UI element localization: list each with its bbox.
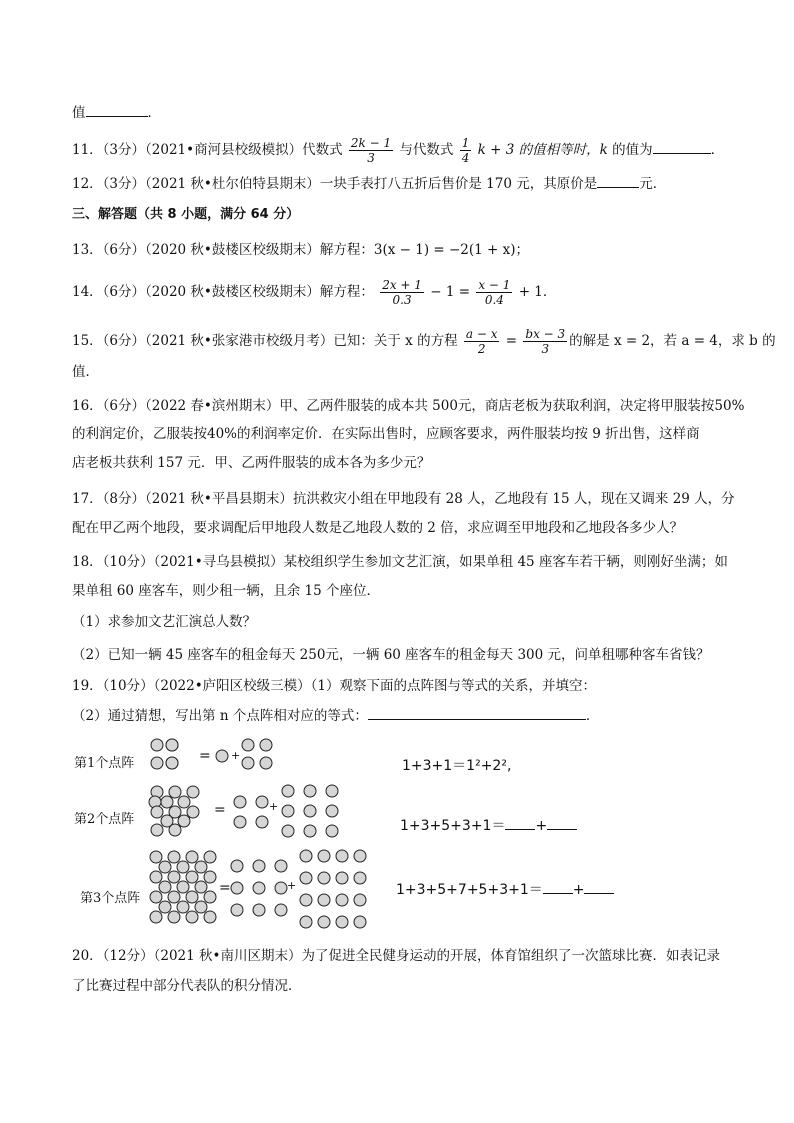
lattice-label-1: 第1个点阵	[74, 756, 135, 771]
q11-fraction-1	[349, 136, 393, 165]
lattice-eq-1: 1+3+1＝1²+2²,	[402, 758, 512, 774]
q11-frac1-numerator: 2k − 1	[350, 136, 392, 150]
lattice-eq-3-text: 1+3+5+7+5+3+1＝	[396, 882, 543, 898]
lattice-1-equals: =	[199, 748, 211, 764]
lattice-eq-2-text: 1+3+5+3+1＝	[400, 818, 506, 834]
q11-frac2-denominator: 4	[461, 151, 470, 165]
q15-equals: =	[501, 333, 522, 349]
q19-line2	[72, 706, 599, 726]
q11-answer-blank[interactable]	[653, 140, 711, 154]
lattice-2-part-b	[280, 784, 346, 838]
lattice-eq-3-blank-2[interactable]	[584, 880, 614, 894]
q14-end: + 1．	[514, 284, 557, 300]
q15-suffix: 的解是 x = 2，若 a = 4，求 b 的	[569, 333, 776, 349]
q15-frac1-numerator: a − x	[465, 327, 498, 341]
q15-prefix: 15．（6分）（2021 秋•张家港市校级月考）已知：关于 x 的方程	[72, 333, 458, 349]
q16-line2: 的利润定价，乙服装按40%的利润率定价．在实际出售时，应顾客要求，两件服装均按 9 折出售，这样商	[72, 426, 700, 442]
q18-sub2: （2）已知一辆 45 座客车的租金每天 250元，一辆 60 座客车的租金每天 300 元，问单租哪种客车省钱？	[72, 647, 710, 663]
continued-answer-line: 值 ．	[72, 105, 161, 121]
q14-frac1-numerator: 2x + 1	[382, 278, 422, 292]
q14-fraction-2	[476, 278, 512, 307]
q20-line1: 20．（12分）（2021 秋•南川区期末）为了促进全民健身运动的开展，体育馆组织了一次篮球比赛．如表记录	[72, 948, 720, 964]
q14-mid: − 1 =	[425, 284, 475, 300]
lattice-label-3: 第3个点阵	[80, 891, 141, 906]
q18-line1: 18．（10分）（2021•寻乌县模拟）某校组织学生参加文艺汇演，如果单租 45 座客车若干辆，则刚好坐满；如	[72, 554, 728, 570]
lattice-eq-3-blank-1[interactable]	[543, 880, 573, 894]
question-13: 13．（6分）（2020 秋•鼓楼区校级期末）解方程：3(x − 1) = −2(1 + x)；	[72, 242, 530, 258]
q11-var-k: k	[599, 142, 608, 158]
q15-line2: 值．	[72, 364, 99, 380]
q14-prefix: 14．（6分）（2020 秋•鼓楼区校级期末）解方程：	[72, 284, 374, 300]
q16-line3: 店老板共获利 157 元．甲、乙两件服装的成本各为多少元？	[72, 455, 431, 471]
q14-frac1-denominator: 0.3	[392, 293, 412, 307]
q15-frac2-denominator: 3	[541, 342, 550, 356]
q11-mid: 与代数式	[399, 142, 454, 158]
q15-frac2-numerator: bx − 3	[525, 327, 566, 341]
q12-answer-blank[interactable]	[597, 174, 639, 188]
q19-answer-blank[interactable]	[368, 706, 586, 720]
q11-suffix: 的值为	[607, 142, 653, 158]
q19-line1: 19．（10分）（2022•庐阳区校级三模）（1）观察下面的点阵图与等式的关系，并填空：	[72, 678, 597, 694]
q11-prefix: 11．（3分）（2021•商河县校级模拟）代数式	[72, 142, 343, 158]
lattice-3-part-a	[229, 858, 291, 920]
question-15	[72, 327, 776, 356]
lattice-eq-3-plus: +	[572, 882, 585, 898]
q11-end: ．	[710, 142, 725, 158]
lattice-eq-3	[396, 879, 614, 899]
lattice-3-part-b	[298, 849, 370, 931]
q15-fraction-2	[523, 327, 567, 356]
q18-line2: 果单租 60 座客车，则少租一辆，且余 15 个座位．	[72, 583, 381, 599]
q19-end: ．	[585, 708, 600, 724]
q14-frac2-numerator: x − 1	[478, 278, 511, 292]
lattice-1-full-extra	[158, 738, 188, 774]
q14-frac2-denominator: 0.4	[484, 293, 504, 307]
q20-line2: 了比赛过程中部分代表队的积分情况．	[72, 978, 302, 994]
lattice-1-plus: +	[231, 749, 241, 762]
lattice-label-2: 第2个点阵	[74, 812, 135, 827]
q12-end: 元．	[639, 176, 667, 192]
q11-frac2-numerator: 1	[461, 136, 470, 150]
q14-fraction-1	[380, 278, 424, 307]
q19-line2-text: （2）通过猜想，写出第 n 个点阵相对应的等式：	[72, 708, 368, 724]
lattice-2-equals: =	[214, 802, 226, 818]
lattice-eq-2-blank-2[interactable]	[547, 816, 577, 830]
q17-line1: 17．（8分）（2021 秋•平昌县期末）抗洪救灾小组在甲地段有 28 人，乙地段有 15 人，现在又调来 29 人，分	[72, 491, 735, 507]
q11-frac1-denominator: 3	[367, 151, 375, 165]
q15-fraction-1	[464, 327, 500, 356]
q15-frac1-denominator: 2	[477, 342, 486, 356]
lattice-3-plus: +	[287, 879, 297, 892]
continued-text: 值	[72, 105, 86, 121]
question-14	[72, 278, 556, 307]
q12-text: 12．（3分）（2021 秋•杜尔伯特县期末）一块手表打八五折后售价是 170 元，其原价是	[72, 176, 598, 192]
lattice-1-part-b	[241, 738, 277, 774]
lattice-3-equals: =	[219, 880, 231, 896]
answer-blank[interactable]	[86, 103, 148, 117]
lattice-2-full	[148, 785, 200, 837]
lattice-2-part-a	[232, 794, 272, 830]
lattice-eq-2-plus: +	[535, 818, 548, 834]
q17-line2: 配在甲乙两个地段，要求调配后甲地段人数是乙地段人数的 2 倍，求应调至甲地段和乙地段各多少人？	[72, 520, 684, 536]
lattice-eq-2-blank-1[interactable]	[505, 816, 535, 830]
q18-sub1: （1）求参加文艺汇演总人数？	[72, 614, 257, 630]
lattice-eq-2	[400, 815, 577, 835]
question-11	[72, 136, 724, 165]
question-12	[72, 174, 666, 194]
lattice-1-part-a	[214, 748, 230, 764]
q16-line1: 16．（6分）（2022 春•滨州期末）甲、乙两件服装的成本共 500元，商店老板为获取利润，决定将甲服装按50%	[72, 398, 745, 414]
section-title: 三、解答题（共 8 小题，满分 64 分）	[72, 207, 300, 222]
q11-fraction-2	[460, 136, 472, 165]
lattice-2-plus: +	[269, 800, 279, 813]
lattice-3-full	[148, 850, 218, 930]
q11-after-frac: k + 3 的值相等时，	[477, 142, 600, 158]
